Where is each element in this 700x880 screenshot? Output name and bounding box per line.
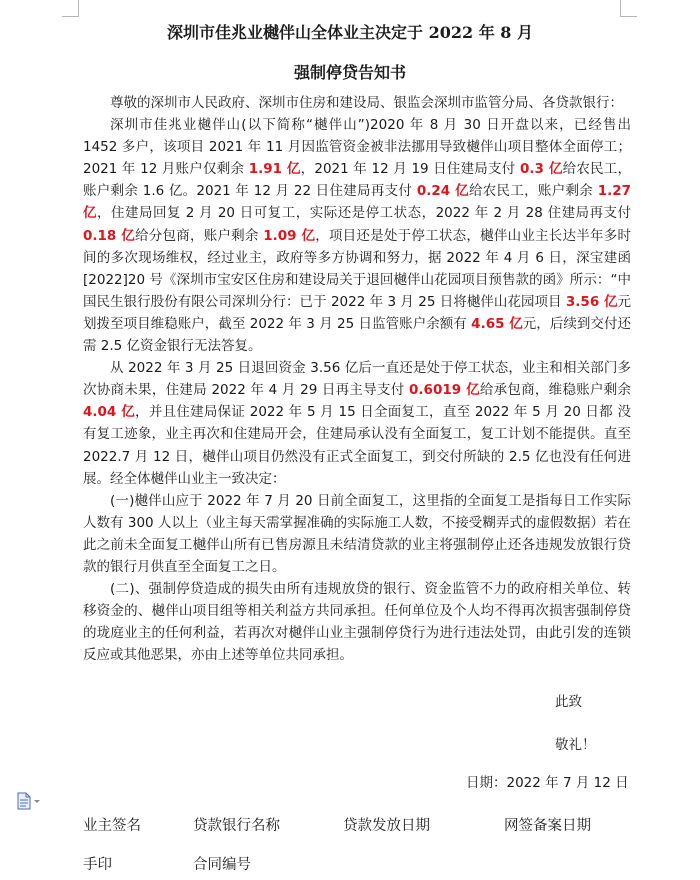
paragraph-text: 给农民工，账户剩余 bbox=[468, 183, 598, 200]
filing-date-label: 网签备案日期 bbox=[504, 818, 591, 834]
bank-name-label: 贷款银行名称 bbox=[193, 818, 280, 834]
highlighted-amount: 0.6019 亿 bbox=[409, 382, 480, 399]
highlighted-amount: 4.65 亿 bbox=[471, 315, 523, 332]
highlighted-amount: 1.91 亿 bbox=[248, 161, 301, 178]
closing-line-1: 此致 bbox=[555, 694, 582, 710]
highlighted-amount: 0.24 亿 bbox=[416, 183, 469, 200]
highlighted-amount: 3.56 亿 bbox=[565, 293, 618, 310]
loan-date-label: 贷款发放日期 bbox=[343, 818, 430, 834]
paragraph-4: (二)、强制停贷造成的损失由所有违规放贷的银行、资金监管不力的政府相关单位、转移资金的、樾伴山项目组等相关利益方共同承担。任何单位及个人均不得再次损害强制停贷的珑庭业主的任何利益，若再次对樾伴山业主强制停贷行为进行违法处罚，由此引发的连锁反应或其他恶果，亦由上述等单位共同承担。 bbox=[83, 581, 631, 664]
paragraph-text: ，并且住建局保证 2022 年 5 月 15 日全面复工，直至 2022 年 5 月 20 日都 没有复工迹象，业主再次和住建局开会，住建局承认没有全面复工，复工计划不能提供。直至 2022.7 月 12 日，樾伴山项目仍然没有正式全面复工，到交付所缺的 2.5 亿也没有任何进展。经全体樾伴山业主一致决定： bbox=[83, 404, 631, 487]
paragraph-text: 给分包商，账户剩余 bbox=[135, 227, 264, 244]
paragraph-text: ，住建局回复 2 月 20 日可复工，实际还是停工状态，2022 年 2 月 28 住建局再支付 bbox=[97, 205, 632, 222]
date-line: 日期：2022 年 7 月 12 日 bbox=[466, 775, 629, 791]
document-subtitle: 强制停贷告知书 bbox=[293, 63, 406, 82]
fingerprint-label: 手印 bbox=[83, 857, 112, 873]
paragraph-text: 给农民工，账户剩余 1.6 亿。2021 年 12 月 22 日住建局再支付 bbox=[83, 161, 631, 200]
paragraph-text: 深圳市佳兆业樾伴山(以下简称“樾伴山”)2020 年 8 月 30 日开盘以来，已经售出 1452 多户，该项目 2021 年 11 月因监管资金被非法挪用导致樾伴山项目整体全面停工；2021 年 12 月账户仅剩余 bbox=[83, 117, 631, 178]
highlighted-amount: 1.09 亿 bbox=[263, 227, 316, 244]
owner-signature-label: 业主签名 bbox=[83, 818, 141, 834]
paragraph-text: 元，后续到交付还需 2.5 亿资金银行无法答复。 bbox=[83, 315, 631, 355]
paragraph-3: (一)樾伴山应于 2022 年 7 月 20 日前全面复工，这里指的全面复工是指每日工作实际人数有 300 人以上（业主每天需掌握准确的实际施工人数，不接受糊弄式的虚假数据）若在此之前未全面复工樾伴山所有已售房源且未结清贷款的业主将强制停止还各违规发放银行贷款的银行月供直至全面复工之日。 bbox=[83, 492, 631, 575]
paragraph-text: 元划拨至项目维稳账户，截至 2022 年 3 月 25 日监管账户余额有 bbox=[83, 293, 631, 332]
highlighted-amount: 1.27 亿 bbox=[83, 183, 632, 222]
highlighted-amount: 4.04 亿 bbox=[83, 404, 136, 421]
contract-number-label: 合同编号 bbox=[193, 857, 251, 873]
document-body bbox=[83, 92, 631, 666]
paragraph-text: ，2021 年 12 月 19 日住建局支付 bbox=[300, 161, 521, 178]
page-corner-mark-right bbox=[620, 0, 637, 17]
salutation: 尊敬的深圳市人民政府、深圳市住房和建设局、银监会深圳市监管分局、各贷款银行： bbox=[110, 95, 623, 111]
paragraph-text: 给承包商，维稳账户剩余 bbox=[479, 382, 632, 399]
highlighted-amount: 0.18 亿 bbox=[83, 227, 135, 244]
paragraph-1 bbox=[83, 114, 631, 357]
document-title: 深圳市佳兆业樾伴山全体业主决定于 2022 年 8 月 bbox=[167, 23, 533, 42]
document-icon[interactable] bbox=[16, 792, 42, 810]
paragraph-text: ，项目还是处于停工状态，樾伴山业主长达半年多时间的多次现场维权，经过业主，政府等多方协调和努力，据 2022 年 4 月 6 日，深宝建函[2022]20 号《深圳市宝安区住房和建设局关于退回樾伴山花园项目预售款的函》所示：“中国民生银行股份有限公司深圳分行：已于 2022 年 3 月 25 日将樾伴山花园项目 bbox=[83, 227, 632, 310]
closing-line-2: 敬礼！ bbox=[555, 737, 596, 753]
highlighted-amount: 0.3 亿 bbox=[520, 161, 563, 178]
paragraph-text: 从 2022 年 3 月 25 日退回资金 3.56 亿后一直还是处于停工状态，业主和相关部门多次协商未果，住建局 2022 年 4 月 29 日再主导支付 bbox=[83, 360, 631, 399]
page-corner-mark-left bbox=[62, 0, 79, 17]
paragraph-2 bbox=[83, 357, 631, 490]
